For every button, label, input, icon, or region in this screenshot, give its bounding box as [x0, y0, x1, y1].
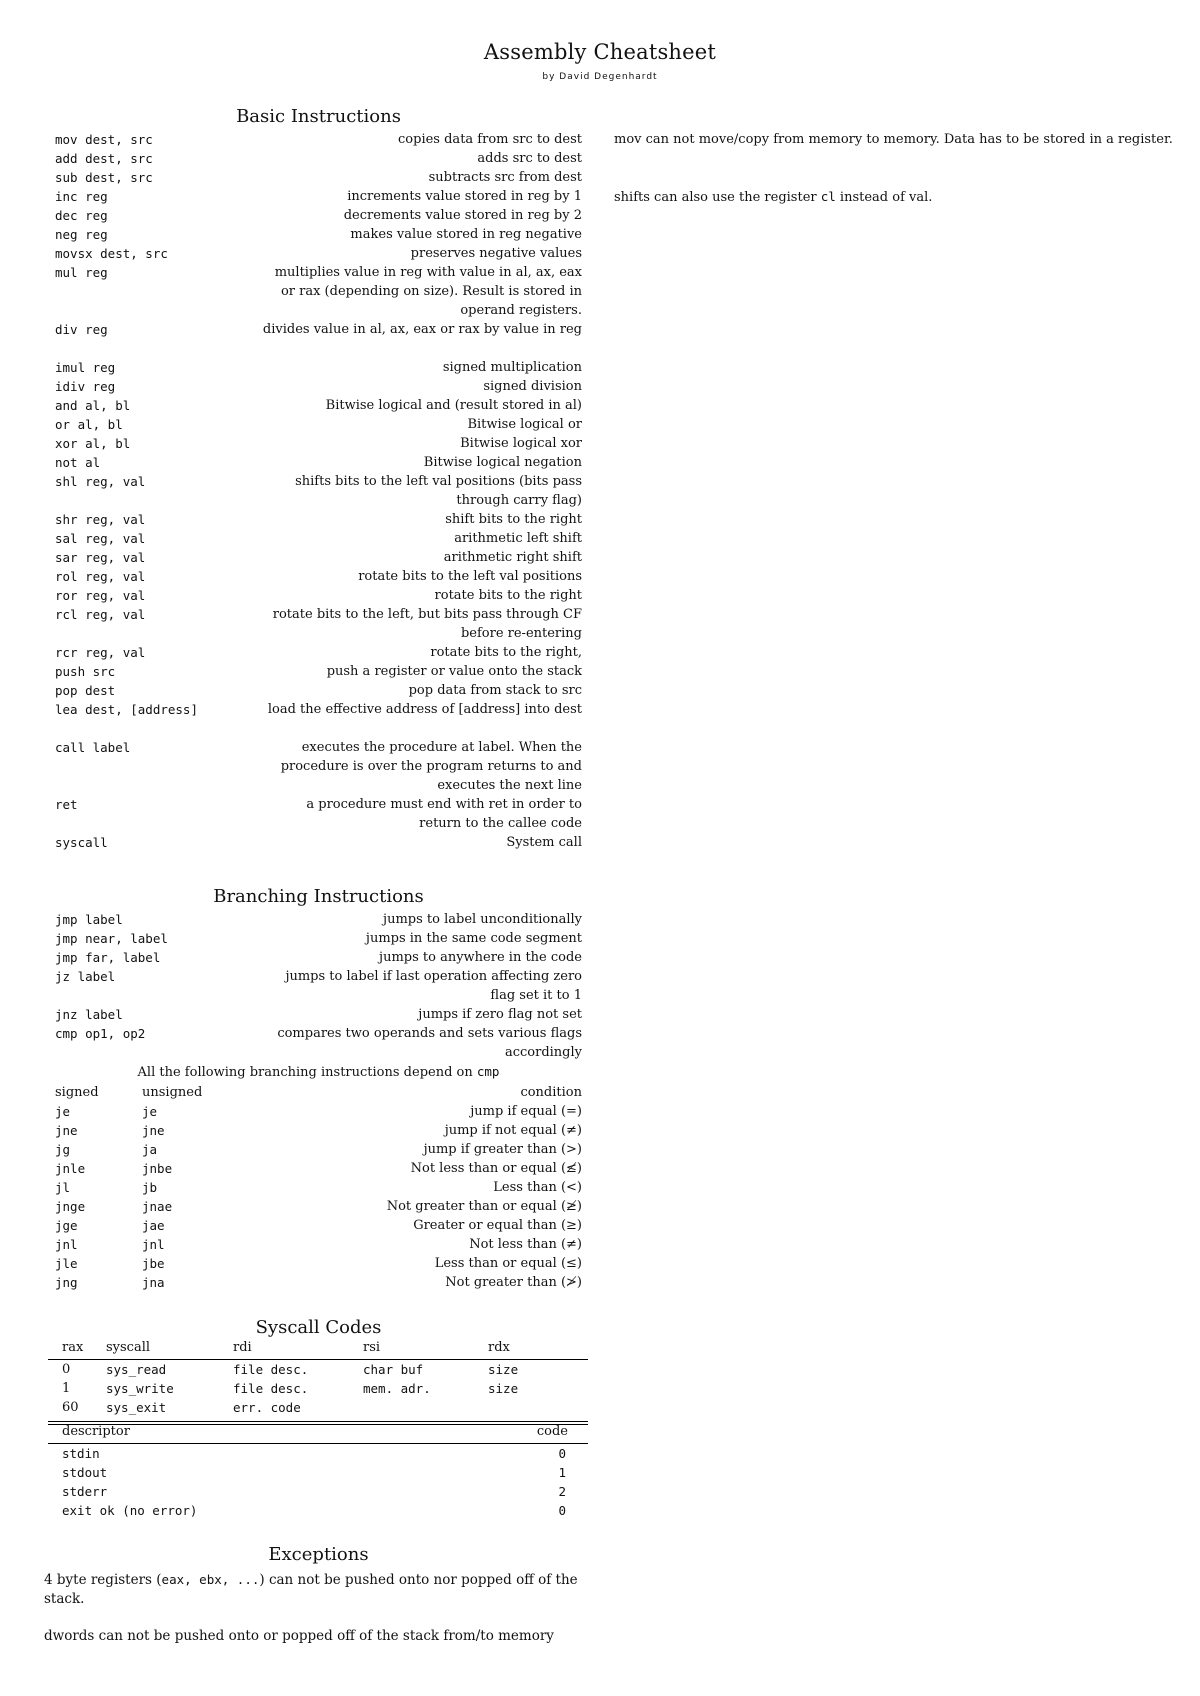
instruction-command: call label — [55, 740, 131, 755]
instruction-description: Bitwise logical negation — [423, 455, 582, 470]
signed-jump: jnl — [55, 1237, 78, 1252]
instruction-command: rcr reg, val — [55, 645, 146, 660]
instruction-command: rol reg, val — [55, 569, 146, 584]
signed-jump: jg — [55, 1142, 71, 1157]
instruction-description: multiplies value in reg with value in al, ax, eax or rax (depending on size). Result is stored in operand registers. — [274, 265, 582, 318]
syscall-cell: size — [488, 1362, 519, 1377]
branch-instruction-row — [55, 967, 582, 1005]
branch-instruction-description: jumps to label if last operation affecting zero flag set it to 1 — [285, 969, 582, 1003]
instruction-command: inc reg — [55, 189, 108, 204]
instruction-description: subtracts src from dest — [428, 170, 582, 185]
instruction-command: pop dest — [55, 683, 116, 698]
jump-condition: Less than (<) — [493, 1180, 582, 1195]
branching-caption — [55, 1064, 582, 1080]
instruction-command: and al, bl — [55, 398, 131, 413]
descriptor-name: stderr — [62, 1484, 108, 1499]
instruction-command: imul reg — [55, 360, 116, 375]
instruction-command: or al, bl — [55, 417, 123, 432]
instruction-row — [55, 643, 582, 662]
page-title: Assembly Cheatsheet — [483, 40, 717, 64]
descriptor-header: descriptor — [62, 1424, 130, 1439]
unsigned-jump: jne — [142, 1123, 165, 1138]
branch-instruction-description: jumps if zero flag not set — [418, 1007, 582, 1022]
syscall-divider-rule — [48, 1421, 588, 1422]
signed-jump: jle — [55, 1256, 78, 1271]
instruction-command: neg reg — [55, 227, 108, 242]
syscall-cell: sys_write — [106, 1381, 174, 1396]
instruction-description: divides value in al, ax, eax or rax by value in reg — [262, 322, 582, 337]
instruction-row — [55, 168, 582, 187]
branch-instruction-description: jumps to label unconditionally — [383, 912, 582, 927]
instruction-row — [55, 662, 582, 681]
unsigned-jump: jnbe — [142, 1161, 173, 1176]
jump-condition: Less than or equal (≤) — [434, 1256, 582, 1271]
instruction-row — [55, 187, 582, 206]
instruction-row — [55, 700, 582, 738]
branch-instruction-row — [55, 948, 582, 967]
instruction-row — [55, 358, 582, 377]
syscall-cell: sys_read — [106, 1362, 167, 1377]
branch-instruction-row — [55, 910, 582, 929]
instruction-command: mul reg — [55, 265, 108, 280]
unsigned-jump: je — [142, 1104, 158, 1119]
instruction-row — [55, 206, 582, 225]
instruction-description: a procedure must end with ret in order to return to the callee code — [306, 797, 582, 831]
branching-caption-text: All the following branching instructions depend on — [137, 1065, 477, 1080]
instruction-command: lea dest, [address] — [55, 702, 198, 717]
jump-condition: jump if greater than (>) — [423, 1142, 582, 1157]
instruction-row — [55, 605, 582, 643]
instruction-command: div reg — [55, 322, 108, 337]
descriptor-code: 0 — [558, 1446, 566, 1461]
instruction-command: ror reg, val — [55, 588, 146, 603]
instruction-description: load the effective address of [address] into dest — [267, 702, 582, 717]
jump-condition: Not less than or equal (≰) — [410, 1161, 582, 1176]
exception-note-1 — [44, 1570, 594, 1609]
instruction-description: Bitwise logical xor — [460, 436, 582, 451]
instruction-description: System call — [506, 835, 582, 850]
syscall-cell: char buf — [363, 1362, 424, 1377]
branch-instruction-command: jnz label — [55, 1007, 123, 1022]
signed-jump: jnle — [55, 1161, 86, 1176]
syscall-cell: err. code — [233, 1400, 301, 1415]
instruction-description: rotate bits to the left, but bits pass through CF before re-entering — [272, 607, 582, 641]
instruction-command: ret — [55, 797, 78, 812]
unsigned-jump: jb — [142, 1180, 158, 1195]
unsigned-jump: jna — [142, 1275, 165, 1290]
instruction-description: Bitwise logical or — [467, 417, 582, 432]
instruction-row — [55, 415, 582, 434]
instruction-row — [55, 795, 582, 833]
instruction-command: sal reg, val — [55, 531, 146, 546]
branching-caption-cmd: cmp — [476, 1064, 500, 1079]
exception-1-code: eax, ebx, ... — [161, 1572, 260, 1587]
instruction-description: preserves negative values — [410, 246, 582, 261]
syscall-table — [48, 1340, 588, 1518]
syscall-header-cell: rax — [62, 1340, 84, 1355]
instruction-command: syscall — [55, 835, 108, 850]
exception-1-text-end: ) can not be pushed onto nor popped off of the stack. — [44, 1572, 578, 1607]
instruction-row — [55, 149, 582, 168]
instruction-row — [55, 548, 582, 567]
instruction-row — [55, 377, 582, 396]
descriptor-header-rule — [48, 1443, 588, 1444]
branch-instruction-description: jumps in the same code segment — [365, 931, 582, 946]
unsigned-jump: jbe — [142, 1256, 165, 1271]
instruction-row — [55, 434, 582, 453]
instruction-description: rotate bits to the right, — [430, 645, 582, 660]
instruction-description: shift bits to the right — [445, 512, 582, 527]
syscall-header-cell: rdx — [488, 1340, 510, 1355]
unsigned-jump: jnae — [142, 1199, 173, 1214]
shift-note-register: cl — [820, 189, 836, 204]
instruction-description: Bitwise logical and (result stored in al) — [325, 398, 582, 413]
shift-note — [614, 187, 1174, 207]
instruction-command: idiv reg — [55, 379, 116, 394]
instruction-description: shifts bits to the left val positions (bits pass through carry flag) — [295, 474, 582, 508]
jump-condition: Not less than (≠) — [469, 1237, 582, 1252]
signed-jump: jnge — [55, 1199, 86, 1214]
instruction-command: mov dest, src — [55, 132, 153, 147]
branch-instruction-command: jmp near, label — [55, 931, 168, 946]
signed-jump: jge — [55, 1218, 78, 1233]
instruction-row — [55, 567, 582, 586]
instruction-description: pop data from stack to src — [408, 683, 582, 698]
instruction-row — [55, 510, 582, 529]
jump-condition: Not greater than or equal (≱) — [386, 1199, 582, 1214]
instruction-description: signed division — [483, 379, 582, 394]
instruction-row — [55, 244, 582, 263]
branch-instruction-command: jmp far, label — [55, 950, 161, 965]
basic-section-title: Basic Instructions — [236, 106, 401, 127]
instruction-description: decrements value stored in reg by 2 — [343, 208, 582, 223]
signed-jump: jne — [55, 1123, 78, 1138]
instruction-row — [55, 130, 582, 149]
syscall-header-cell: rdi — [233, 1340, 252, 1355]
instruction-command: xor al, bl — [55, 436, 131, 451]
signed-jump: jng — [55, 1275, 78, 1290]
instruction-row — [55, 263, 582, 320]
unsigned-jump: jae — [142, 1218, 165, 1233]
instruction-row — [55, 681, 582, 700]
instruction-row — [55, 472, 582, 510]
instruction-row — [55, 453, 582, 472]
jump-condition: Not greater than (≯) — [445, 1275, 582, 1290]
instruction-description: copies data from src to dest — [398, 132, 582, 147]
syscall-header-cell: syscall — [106, 1340, 151, 1355]
exception-1-text: 4 byte registers ( — [44, 1572, 162, 1588]
branch-instruction-description: compares two operands and sets various flags accordingly — [277, 1026, 582, 1060]
syscall-cell: 60 — [62, 1400, 79, 1415]
descriptor-name: stdin — [62, 1446, 100, 1461]
syscall-cell: 0 — [62, 1362, 71, 1377]
instruction-command: not al — [55, 455, 101, 470]
branch-instruction-description: jumps to anywhere in the code — [379, 950, 582, 965]
branch-instruction-row — [55, 1024, 582, 1062]
instruction-row — [55, 529, 582, 548]
descriptor-code: 0 — [558, 1503, 566, 1518]
syscall-cell: sys_exit — [106, 1400, 167, 1415]
instruction-description: arithmetic left shift — [454, 531, 582, 546]
shift-note-text: shifts can also use the register — [614, 190, 821, 205]
branch-instruction-command: jz label — [55, 969, 116, 984]
instruction-command: shl reg, val — [55, 474, 146, 489]
instruction-row — [55, 586, 582, 605]
descriptor-name: stdout — [62, 1465, 108, 1480]
code-header: code — [536, 1424, 568, 1439]
instruction-description: rotate bits to the right — [434, 588, 582, 603]
instruction-command: movsx dest, src — [55, 246, 168, 261]
instruction-command: dec reg — [55, 208, 108, 223]
syscall-cell: file desc. — [233, 1381, 309, 1396]
instruction-row — [55, 320, 582, 358]
instruction-description: increments value stored in reg by 1 — [347, 189, 582, 204]
syscall-cell: file desc. — [233, 1362, 309, 1377]
instruction-command: sar reg, val — [55, 550, 146, 565]
syscall-cell: size — [488, 1381, 519, 1396]
unsigned-jump: ja — [142, 1142, 158, 1157]
unsigned-jump: jnl — [142, 1237, 165, 1252]
byline: by David Degenhardt — [542, 72, 658, 82]
branch-instruction-row — [55, 1005, 582, 1024]
instruction-description: rotate bits to the left val positions — [358, 569, 582, 584]
descriptor-code: 2 — [558, 1484, 566, 1499]
instruction-description: adds src to dest — [477, 151, 582, 166]
mov-note: mov can not move/copy from memory to memory. Data has to be stored in a register. — [614, 132, 1173, 147]
syscall-header-rule — [48, 1359, 588, 1360]
instruction-row — [55, 225, 582, 244]
syscall-section-title: Syscall Codes — [255, 1317, 382, 1338]
instruction-command: rcl reg, val — [55, 607, 146, 622]
col-unsigned: unsigned — [142, 1085, 203, 1100]
branching-condition-table — [55, 1064, 582, 1294]
branch-instruction-command: jmp label — [55, 912, 123, 927]
branch-instruction-row — [55, 929, 582, 948]
jump-condition: Greater or equal than (≥) — [413, 1218, 582, 1233]
exceptions-section-title: Exceptions — [268, 1544, 369, 1565]
descriptor-code: 1 — [558, 1465, 566, 1480]
instruction-description: push a register or value onto the stack — [326, 664, 582, 679]
branching-section-title: Branching Instructions — [213, 886, 424, 907]
jump-condition: jump if not equal (≠) — [444, 1123, 582, 1138]
instruction-command: sub dest, src — [55, 170, 153, 185]
signed-jump: je — [55, 1104, 71, 1119]
instruction-row — [55, 396, 582, 415]
instruction-command: push src — [55, 664, 116, 679]
instruction-description: executes the procedure at label. When the procedure is over the program returns to and executes the next line — [280, 740, 582, 793]
instruction-command: shr reg, val — [55, 512, 146, 527]
col-signed: signed — [55, 1085, 99, 1100]
syscall-cell: mem. adr. — [363, 1381, 431, 1396]
shift-note-text-end: instead of val. — [835, 190, 933, 205]
syscall-cell: 1 — [62, 1381, 71, 1396]
instruction-description: makes value stored in reg negative — [350, 227, 582, 242]
jump-condition: jump if equal (=) — [470, 1104, 582, 1119]
branch-instruction-command: cmp op1, op2 — [55, 1026, 146, 1041]
exception-note-2: dwords can not be pushed onto or popped off of the stack from/to memory — [44, 1628, 554, 1644]
instruction-row — [55, 833, 582, 852]
instruction-description: arithmetic right shift — [443, 550, 582, 565]
instruction-command: add dest, src — [55, 151, 153, 166]
syscall-header-cell: rsi — [363, 1340, 381, 1355]
instruction-row — [55, 738, 582, 795]
col-condition: condition — [520, 1085, 582, 1100]
instruction-description: signed multiplication — [442, 360, 582, 375]
signed-jump: jl — [55, 1180, 71, 1195]
descriptor-name: exit ok (no error) — [62, 1503, 198, 1518]
